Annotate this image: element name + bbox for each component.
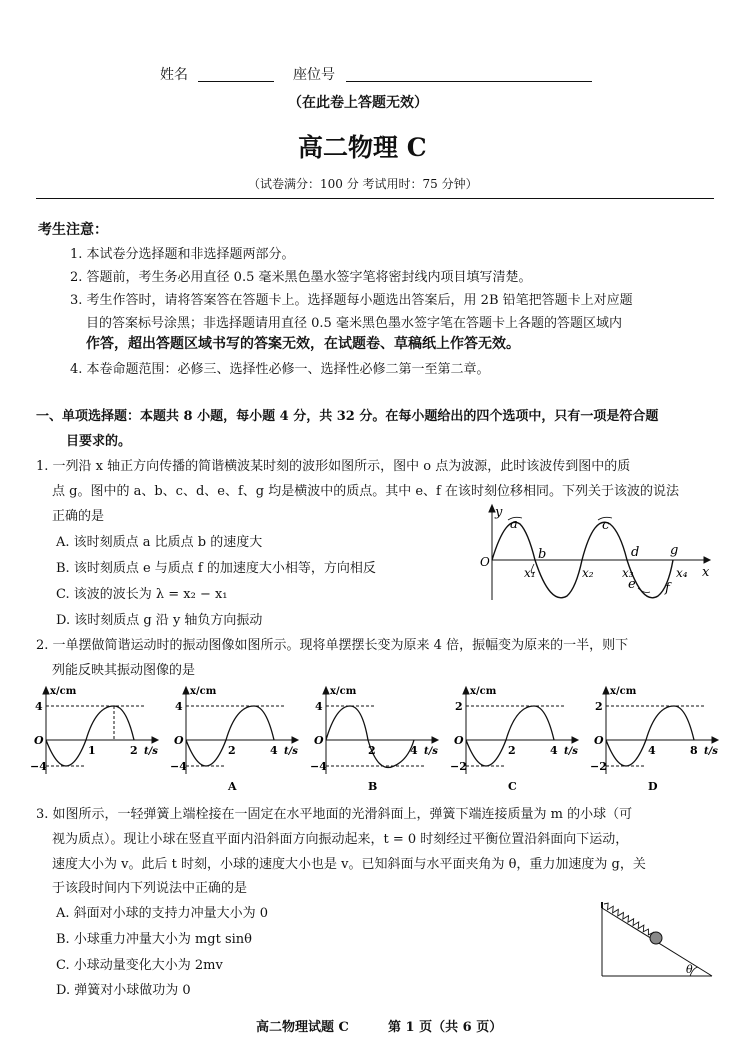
q2-graph-original-neg: −4 (30, 760, 47, 773)
notice-item-1: 1. 本试卷分选择题和非选择题两部分。 (70, 247, 295, 262)
q2-graph-d-origin: O (594, 734, 604, 747)
q3-angle-label: θ (686, 963, 693, 976)
header-divider (36, 198, 714, 199)
notice-item-3-cont: 目的答案标号涂黑；非选择题请用直径 0.5 毫米黑色墨水签字笔在答题卡上各题的答题区域内 (86, 316, 622, 331)
q2-graph-a-neg: −4 (170, 760, 187, 773)
q2-graph-c-t-label: t/s (564, 746, 578, 757)
q2-graph-c (450, 682, 586, 794)
q3-option-a: A. 斜面对小球的支持力冲量大小为 0 (56, 906, 269, 921)
q2-graph-d-amp: 2 (595, 700, 603, 713)
q2-graph-d-tmid: 4 (648, 744, 656, 757)
section-heading: 一、单项选择题：本题共 8 小题，每小题 4 分，共 32 分。在每小题给出的四个选项中，只有一项是符合题 (36, 409, 659, 424)
q1-y-axis-label: y (495, 505, 503, 520)
q1-stem-3: 正确的是 (52, 509, 105, 524)
q2-graph-d-t-label: t/s (704, 746, 718, 757)
q2-graph-c-origin: O (454, 734, 464, 747)
q2-graph-b-amp: 4 (315, 700, 323, 713)
q2-graph-c-neg: −2 (450, 760, 467, 773)
q2-graph-a-y-label: x/cm (190, 686, 217, 697)
exam-info: （试卷满分：100 分 考试用时：75 分钟） (248, 177, 478, 191)
q1-point-b: b (538, 547, 547, 562)
q2-graph-original-tmid: 1 (88, 744, 96, 757)
q2-graph-d-neg: −2 (590, 760, 607, 773)
q3-option-c: C. 小球动量变化大小为 2mv (56, 958, 223, 973)
notice-item-4: 4. 本卷命题范围：必修三、选择性必修一、选择性必修二第一至第二章。 (70, 362, 490, 377)
q2-graph-d (590, 682, 726, 794)
q1-point-c: c (602, 518, 610, 533)
notice-item-2: 2. 答题前，考生务必用直径 0.5 毫米黑色墨水签字笔将密封线内项目填写清楚。 (70, 270, 532, 285)
page-title: 高二物理 C (298, 133, 427, 162)
q2-graph-original-t-label: t/s (144, 746, 158, 757)
q3-stem-3: 速度大小为 v。此后 t 时刻，小球的速度大小也是 v。已知斜面与水平面夹角为 θ，重力加速度为 g，关 (52, 857, 646, 872)
q1-tick-x2: x₂ (582, 566, 594, 580)
q1-stem-2: 点 g。图中的 a、b、c、d、e、f、g 均是横波中的质点。其中 e、f 在该时刻位移相同。下列关于该波的说法 (52, 484, 679, 499)
q1-point-g: g (670, 543, 679, 558)
q2-graph-b-tend: 4 (410, 744, 418, 757)
q2-graph-c-tend: 4 (550, 744, 558, 757)
q2-graph-a-tmid: 2 (228, 744, 236, 757)
q2-graph-original-y-label: x/cm (50, 686, 77, 697)
q2-graph-b-label: B (368, 780, 378, 793)
q1-option-b: B. 该时刻质点 e 与质点 f 的加速度大小相等，方向相反 (56, 561, 376, 576)
q2-graph-b-tmid: 2 (368, 744, 376, 757)
q2-graph-a-amp: 4 (175, 700, 183, 713)
name-blank (198, 81, 274, 82)
q2-graph-b-origin: O (314, 734, 324, 747)
q3-stem-2: 视为质点）。现让小球在竖直平面内沿斜面方向振动起来，t = 0 时刻经过平衡位置沿斜面向下运动， (52, 832, 629, 847)
q1-stem-1: 1. 一列沿 x 轴正方向传播的简谐横波某时刻的波形如图所示，图中 o 点为波源，此时该波传到图中的质 (36, 459, 631, 474)
q1-tick-x4: x₄ (676, 566, 688, 580)
q3-option-b: B. 小球重力冲量大小为 mgt sinθ (56, 932, 252, 947)
footer-page-number: 第 1 页（共 6 页） (388, 1020, 503, 1035)
q1-option-a: A. 该时刻质点 a 比质点 b 的速度大 (56, 535, 263, 550)
q1-point-d: d (631, 545, 640, 560)
q2-graph-d-label: D (648, 780, 658, 793)
q2-graph-original (30, 682, 166, 794)
q1-point-f: f (665, 581, 670, 596)
q2-graph-c-label: C (508, 780, 517, 793)
seat-label: 座位号 (293, 67, 335, 83)
q1-option-d: D. 该时刻质点 g 沿 y 轴负方向振动 (56, 613, 263, 628)
q1-origin-label: O (480, 555, 490, 569)
q2-graph-d-y-label: x/cm (610, 686, 637, 697)
q1-option-c: C. 该波的波长为 λ = x₂ − x₁ (56, 587, 228, 602)
q2-stem-2: 列能反映其振动图像的是 (52, 663, 196, 678)
q1-tick-x1: x₁ (524, 566, 536, 580)
q3-option-d: D. 弹簧对小球做功为 0 (56, 983, 191, 998)
q2-graph-original-tend: 2 (130, 744, 138, 757)
q2-graph-b-y-label: x/cm (330, 686, 357, 697)
seat-blank (346, 81, 592, 82)
q1-wave-figure (478, 502, 718, 606)
q2-graph-c-amp: 2 (455, 700, 463, 713)
q2-graph-a-tend: 4 (270, 744, 278, 757)
q3-stem-4: 于该段时间内下列说法中正确的是 (52, 881, 248, 896)
q1-x-axis-label: x (702, 565, 710, 580)
q1-point-e: e (628, 577, 636, 592)
q2-graph-a (170, 682, 306, 794)
notice-item-3-emph: 作答，超出答题区域书写的答案无效，在试题卷、草稿纸上作答无效。 (86, 336, 520, 352)
q2-graph-a-label: A (228, 780, 237, 793)
notice-heading: 考生注意： (38, 222, 108, 238)
q2-graph-b-neg: −4 (310, 760, 327, 773)
q2-graph-b (310, 682, 446, 794)
q3-stem-1: 3. 如图所示，一轻弹簧上端栓接在一固定在水平地面的光滑斜面上，弹簧下端连接质量为 m 的小球（可 (36, 807, 633, 822)
q2-graph-original-amp: 4 (35, 700, 43, 713)
footer-subject: 高二物理试题 C (256, 1020, 349, 1035)
notice-item-3: 3. 考生作答时，请将答案答在答题卡上。选择题每小题选出答案后，用 2B 铅笔把答题卡上对应题 (70, 293, 633, 308)
q1-point-a: a (510, 517, 518, 532)
q2-graph-c-tmid: 2 (508, 744, 516, 757)
name-label: 姓名 (160, 67, 188, 83)
section-heading-cont: 目要求的。 (66, 434, 132, 449)
q3-incline-figure (596, 898, 716, 982)
q2-graph-a-t-label: t/s (284, 746, 298, 757)
q2-graph-a-origin: O (174, 734, 184, 747)
q2-graph-original-origin: O (34, 734, 44, 747)
q2-graph-c-y-label: x/cm (470, 686, 497, 697)
q2-graph-d-tend: 8 (690, 744, 698, 757)
answer-invalid-note: （在此卷上答题无效） (288, 95, 428, 111)
q2-stem-1: 2. 一单摆做简谐运动时的振动图像如图所示。现将单摆摆长变为原来 4 倍，振幅变为原来的一半，则下 (36, 638, 629, 653)
q1-tick-x3: x₃ (622, 566, 634, 580)
q2-graph-b-t-label: t/s (424, 746, 438, 757)
